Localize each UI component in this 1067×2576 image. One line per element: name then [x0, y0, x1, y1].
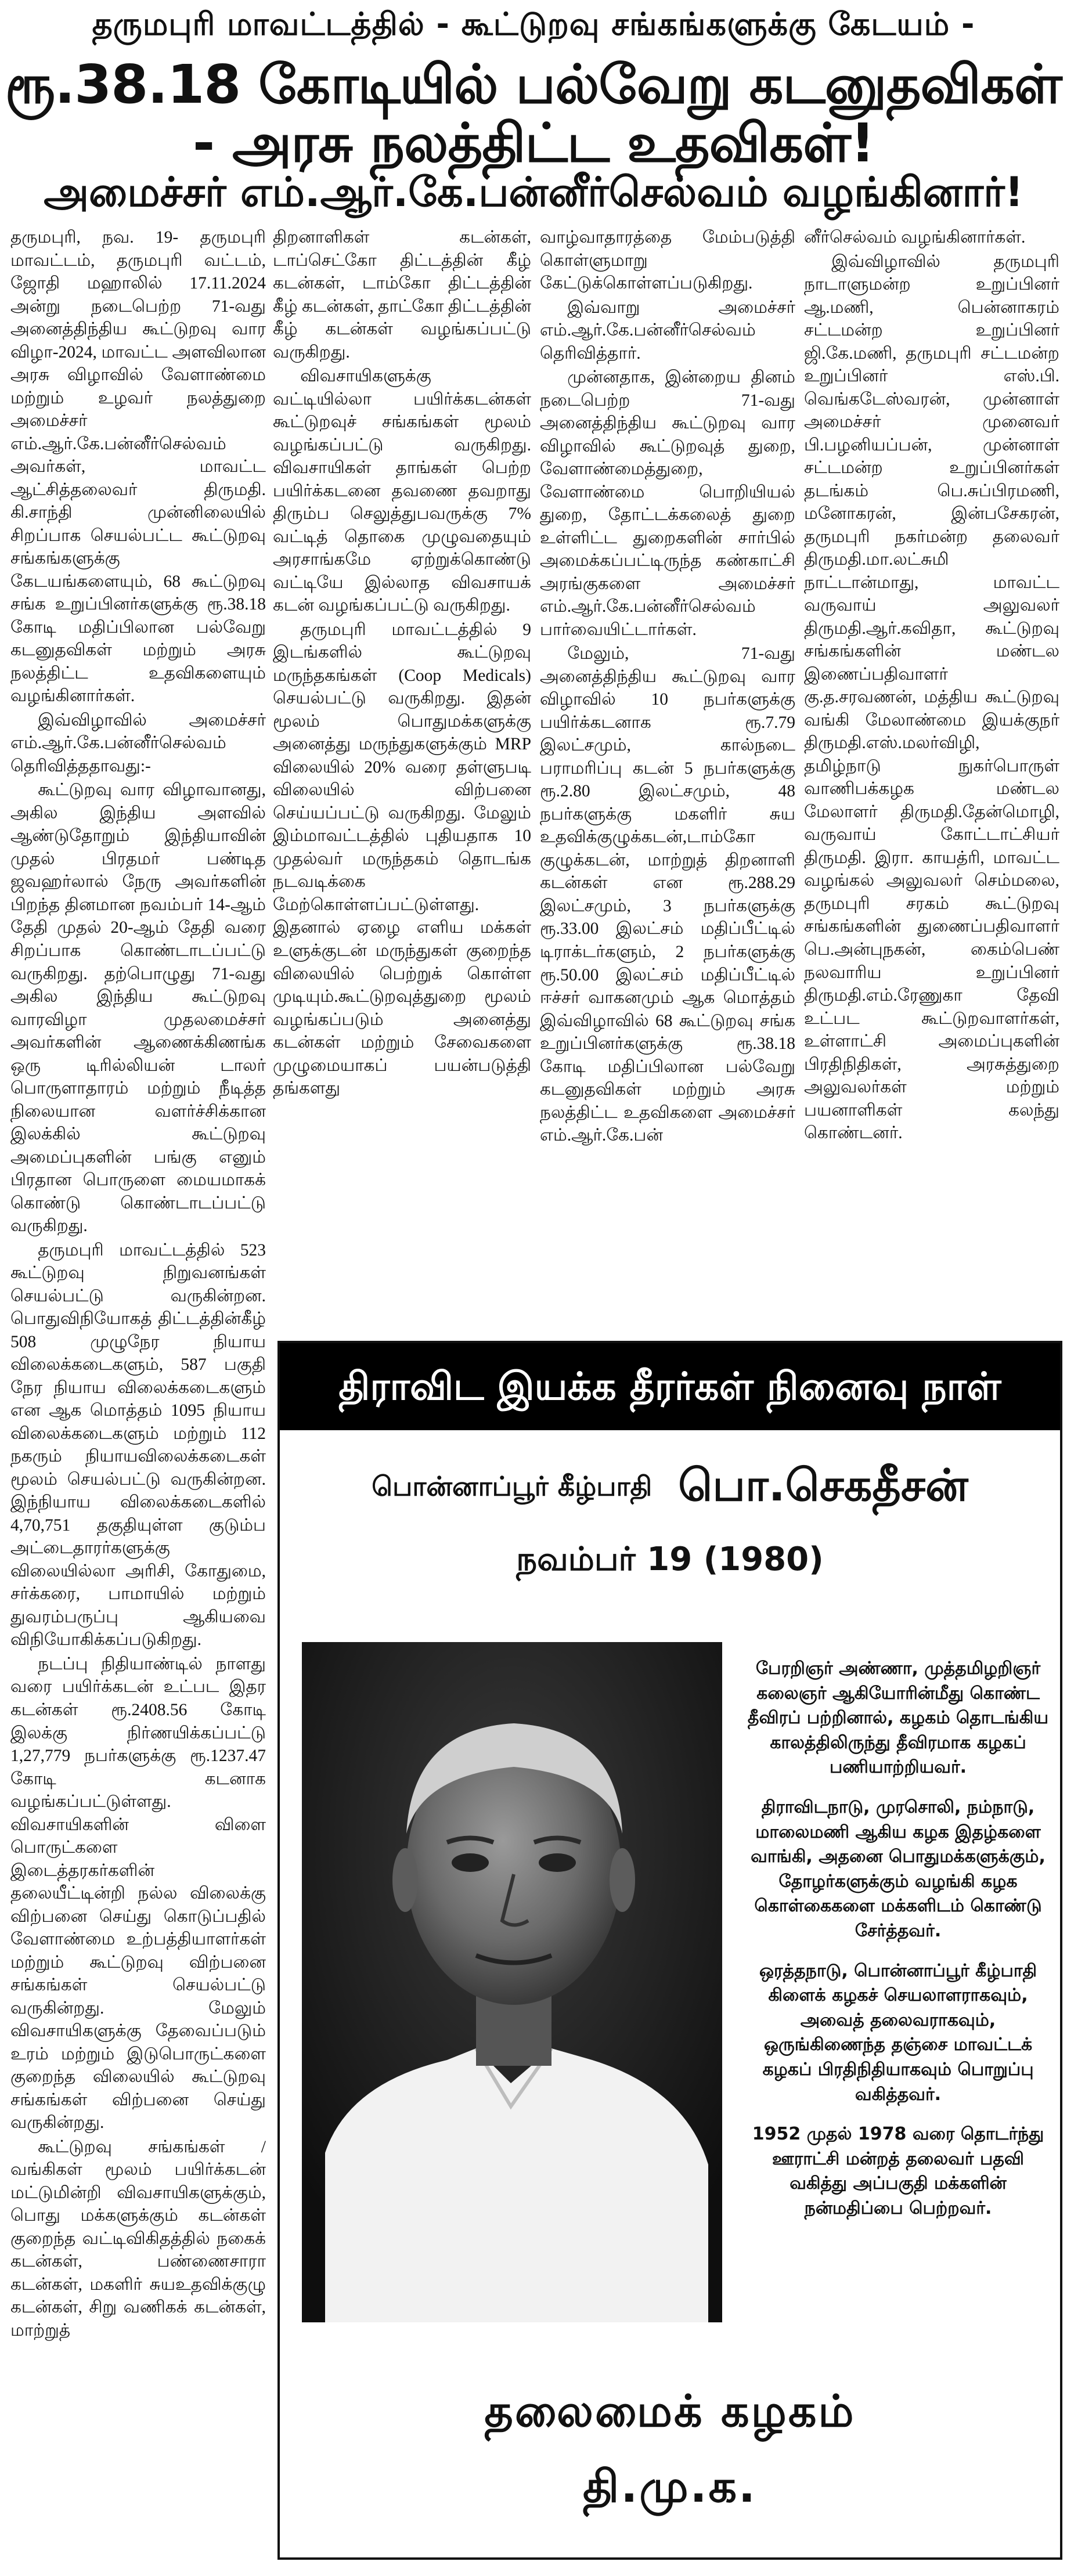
article-paragraph: இவ்விழாவில் தருமபுரி நாடாளுமன்ற உறுப்பினர் ஆ.மணி, பென்னாகரம் சட்டமன்ற உறுப்பினர் ஜி.கே.மணி, தருமபுரி சட்டமன்ற உறுப்பினர் எஸ்.பி. வெங்கடேஸ்வரன், முன்னாள் அமைச்சர் முனைவர் பி.பழனியப்பன், முன்னாள் சட்டமன்ற உறுப்பினர்கள் தடங்கம் பெ.சுப்பிரமணி, மனோகரன், இன்பசேகரன், தருமபுரி நகர்மன்ற தலைவர் திருமதி.மா.லட்சுமி நாட்டான்மாது, மாவட்ட வருவாய் அலுவலர் திருமதி.ஆர்.கவிதா, கூட்டுறவு சங்கங்களின் மண்டல இணைப்பதிவாளர் கு.த.சரவணன், மத்திய கூட்டுறவு வங்கி மேலாண்மை இயக்குநர் திருமதி.எஸ்.மலர்விழி, தமிழ்நாடு நுகர்பொருள் வாணிபக்கழக மண்டல மேலாளர் திருமதி.தேன்மொழி, வருவாய் கோட்டாட்சியர் திருமதி. இரா. காயத்ரி, மாவட்ட வழங்கல் அலுவலர் செம்மலை, தருமபுரி சரகம் கூட்டுறவு சங்கங்களின் துணைப்பதிவாளர் பெ.அன்புநகன், கைம்பெண் நலவாரிய உறுப்பினர் திருமதி.எம்.ரேணுகா தேவி உட்பட கூட்டுறவாளர்கள், உள்ளாட்சி அமைப்புகளின் பிரதிநிதிகள், அரசுத்துறை அலுவலர்கள் மற்றும் பயனாளிகள் கலந்து கொண்டனர்.: [804, 252, 1059, 1143]
article-column-2: [273, 226, 531, 1326]
article-column-3: [540, 226, 795, 1326]
article-paragraph: வாழ்வாதாரத்தை மேம்படுத்தி கொள்ளுமாறு கேட்டுக்கொள்ளப்படுகிறது.: [540, 228, 795, 293]
article-paragraph: விவசாயிகளுக்கு வட்டியில்லா பயிர்க்கடன்கள் கூட்டுறவுச் சங்கங்கள் மூலம் வழங்கப்பட்டு வருகிறது. விவசாயிகள் தாங்கள் பெற்ற பயிர்க்கடனை தவணை தவறாது திரும்ப செலுத்துபவருக்கு 7% வட்டித் தொகை முழுவதையும் அரசாங்கமே ஏற்றுக்கொண்டு வட்டியே இல்லாத விவசாயக் கடன் வழங்கப்பட்டு வருகிறது.: [273, 367, 531, 615]
article-paragraph: மேலும், 71-வது அனைத்திந்திய கூட்டுறவு வார விழாவில் 10 நபர்களுக்கு பயிர்க்கடனாக ரூ.7.79 இலட்சமும், கால்நடை பராமரிப்பு கடன் 5 நபர்களுக்கு ரூ.2.80 இலட்சமும், 48 நபர்களுக்கு மகளிர் சுய உதவிக்குழுக்கடன்,டாம்கோ குழுக்கடன், மாற்றுத் திறனாளி கடன்கள் என ரூ.288.29 இலட்சமும், 3 நபர்களுக்கு ரூ.33.00 இலட்சம் மதிப்பீட்டில் டிராக்டர்களும், 2 நபர்களுக்கு ரூ.50.00 இலட்சம் மதிப்பீட்டில் ஈச்சர் வாகனமும் ஆக மொத்தம் இவ்விழாவில் 68 கூட்டுறவு சங்க உறுப்பினர்களுக்கு ரூ.38.18 கோடி மதிப்பிலான பல்வேறு கடனுதவிகள் மற்றும் அரசு நலத்திட்ட உதவிகளை அமைச்சர் எம்.ஆர்.கே.பன்: [540, 644, 795, 1145]
ad-signature-line-2: தி.மு.க.: [583, 2460, 757, 2512]
article-paragraph: னீர்செல்வம் வழங்கினார்கள்.: [804, 228, 1026, 247]
article-paragraph: திறனாளிகள் கடன்கள், டாப்செட்கோ திட்டத்தின் கீழ் கடன்கள், டாம்கோ திட்டத்தின் கீழ் கடன்கள், தாட்கோ திட்டத்தின் கீழ் கடன்கள் வழங்கப்பட்டு வருகிறது.: [273, 228, 531, 362]
article-paragraph: முன்னதாக, இன்றைய தினம் நடைபெற்ற 71-வது அனைத்திந்திய கூட்டுறவு வார விழாவில் கூட்டுறவுத் துறை, வேளாண்மைத்துறை, வேளாண்மை பொறியியல் துறை, தோட்டக்கலைத் துறை உள்ளிட்ட துறைகளின் சார்பில் அமைக்கப்பட்டிருந்த கண்காட்சி அரங்குகளை அமைச்சர் எம்.ஆர்.கே.பன்னீர்செல்வம் பார்வையிட்டார்கள்.: [540, 368, 795, 639]
ad-bio-paragraph: 1952 முதல் 1978 வரை தொடர்ந்து ஊராட்சி மன்றத் தலைவர் பதவி வகித்து அப்பகுதி மக்களின் நன்மதிப்பை பெற்றவர்.: [752, 2124, 1044, 2218]
memorial-advertisement: [277, 1341, 1062, 2560]
portrait-photo: [302, 1642, 722, 2322]
article-subhead: அமைச்சர் எம்.ஆர்.கே.பன்னீர்செல்வம் வழங்கினார்!: [44, 168, 1023, 216]
article-paragraph: தருமபுரி மாவட்டத்தில் 523 கூட்டுறவு நிறுவனங்கள் செயல்பட்டு வருகின்றன. பொதுவிநியோகத் திட்டத்தின்கீழ் 508 முழுநேர நியாய விலைக்கடைகளும், 587 பகுதி நேர நியாய விலைக்கடைகளும் என ஆக மொத்தம் 1095 நியாய விலைக்கடைகளும் மற்றும் 112 நகரும் நியாயவிலைக்கடைகள் மூலம் செயல்பட்டு வருகின்றன. இந்நியாய விலைக்கடைகளில் 4,70,751 தகுதியுள்ள குடும்ப அட்டைதாரர்களுக்கு விலையில்லா அரிசி, கோதுமை, சர்க்கரை, பாமாயில் மற்றும் துவரம்பருப்பு ஆகியவை விநியோகிக்கப்படுகிறது.: [10, 1240, 266, 1650]
article-paragraph: கூட்டுறவு வார விழாவானது, அகில இந்திய அளவில் ஆண்டுதோறும் இந்தியாவின் முதல் பிரதமர் பண்டித ஜவஹர்லால் நேரு அவர்களின் பிறந்த தினமான நவம்பர் 14-ஆம் தேதி முதல் 20-ஆம் தேதி வரை சிறப்பாக கொண்டாடப்பட்டு வருகிறது. தற்பொழுது 71-வது அகில இந்திய கூட்டுறவு வாரவிழா முதலமைச்சர் அவர்களின் ஆணைக்கிணங்க ஒரு டிரில்லியன் டாலர் பொருளாதாரம் மற்றும் நீடித்த நிலையான வளர்ச்சிக்கான இலக்கில் கூட்டுறவு அமைப்புகளின் பங்கு எனும் பிரதான பொருளை மையமாகக் கொண்டு கொண்டாடப்பட்டு வருகிறது.: [10, 781, 266, 1236]
ad-name-prefix: பொன்னாப்பூர் கீழ்பாதி: [372, 1470, 653, 1502]
ad-signature-line-1: தலைமைக் கழகம்: [484, 2385, 856, 2437]
article-headline: ரூ.38.18 கோடியில் பல்வேறு கடனுதவிகள் - அரசு நலத்திட்ட உதவிகள்!: [5, 53, 1062, 175]
article-paragraph: தருமபுரி மாவட்டத்தில் 9 இடங்களில் கூட்டுறவு மருந்தகங்கள் (Coop Medicals) செயல்பட்டு வருகிறது. இதன் மூலம் பொதுமக்களுக்கு அனைத்து மருந்துகளுக்கும் MRP விலையில் 20% வரை தள்ளுபடி விலையில் விற்பனை செய்யப்பட்டு வருகிறது. மேலும் இம்மாவட்டத்தில் புதியதாக 10 முதல்வர் மருந்தகம் தொடங்க நடவடிக்கை மேற்கொள்ளப்பட்டுள்ளது. இதனால் ஏழை எளிய மக்கள் உளுக்குடன் மருந்துகள் குறைந்த விலையில் பெற்றுக் கொள்ள முடியும்.கூட்டுறவுத்துறை மூலம் வழங்கப்படும் அனைத்து கடன்கள் மற்றும் சேவைகளை முழுமையாகப் பயன்படுத்தி தங்களது: [273, 620, 531, 1098]
ad-banner-title: திராவிட இயக்க தீரர்கள் நினைவு நாள்: [280, 1343, 1060, 1430]
ad-name-line: [280, 1459, 1060, 1517]
article-paragraph: இவ்வாறு அமைச்சர் எம்.ஆர்.கே.பன்னீர்செல்வம் தெரிவித்தார்.: [540, 298, 795, 363]
ad-date: நவம்பர் 19 (1980): [516, 1540, 824, 1578]
article-paragraph: நடப்பு நிதியாண்டில் நாளது வரை பயிர்க்கடன் உட்பட இதர கடன்கள் ரூ.2408.56 கோடி இலக்கு நிர்ணயிக்கப்பட்டு 1,27,779 நபர்களுக்கு ரூ.1237.47 கோடி கடனாக வழங்கப்பட்டுள்ளது. விவசாயிகளின் விளை பொருட்களை இடைத்தரகர்களின் தலையீட்டின்றி நல்ல விலைக்கு விற்பனை செய்து கொடுப்பதில் வேளாண்மை உற்பத்தியாளர்கள் மற்றும் கூட்டுறவு விற்பனை சங்கங்கள் செயல்பட்டு வருகின்றது. மேலும் விவசாயிகளுக்கு தேவைப்படும் உரம் மற்றும் இடுபொருட்களை குறைந்த விலையில் கூட்டுறவு சங்கங்கள் விற்பனை செய்து வருகின்றது.: [10, 1654, 266, 2133]
article-paragraph: கூட்டுறவு சங்கங்கள் / வங்கிகள் மூலம் பயிர்க்கடன் மட்டுமின்றி விவசாயிகளுக்கும், பொது மக்களுக்கும் கடன்கள் குறைந்த வட்டிவிகிதத்தில் நகைக் கடன்கள், பண்ணைசாரா கடன்கள், மகளிர் சுயஉதவிக்குழு கடன்கள், சிறு வணிகக் கடன்கள், மாற்றுத்: [10, 2137, 266, 2340]
portrait-illustration: [302, 1642, 722, 2322]
article-kicker: தருமபுரி மாவட்டத்தில் - கூட்டுறவு சங்கங்களுக்கு கேடயம் -: [92, 6, 975, 42]
article-paragraph: தருமபுரி, நவ. 19- தருமபுரி மாவட்டம், தருமபுரி வட்டம், ஜோதி மஹாலில் 17.11.2024 அன்று நடைபெற்ற 71-வது அனைத்திந்திய கூட்டுறவு வார விழா-2024, மாவட்ட அளவிலான அரசு விழாவில் வேளாண்மை மற்றும் உழவர் நலத்துறை அமைச்சர் எம்.ஆர்.கே.பன்னீர்செல்வம் அவர்கள், மாவட்ட ஆட்சித்தலைவர் திருமதி. கி.சாந்தி முன்னிலையில் சிறப்பாக செயல்பட்ட கூட்டுறவு சங்கங்களுக்கு கேடயங்களையும், 68 கூட்டுறவு சங்க உறுப்பினர்களுக்கு ரூ.38.18 கோடி மதிப்பிலான பல்வேறு கடனுதவிகள் மற்றும் அரசு நலத்திட்ட உதவிகளையும் வழங்கினார்கள்.: [10, 228, 266, 706]
article-column-4: [804, 226, 1059, 1326]
ad-bio-paragraph: ஒரத்தநாடு, பொன்னாப்பூர் கீழ்பாதி கிளைக் கழகச் செயலாளராகவும், அவைத் தலைவராகவும், ஒருங்கிணைந்த தஞ்சை மாவட்டக் கழகப் பிரதிநிதியாகவும் பொறுப்பு வகித்தவர்.: [759, 1960, 1037, 2105]
ad-person-name: பொ.செகதீசன்: [678, 1459, 968, 1511]
article-paragraph: இவ்விழாவில் அமைச்சர் எம்.ஆர்.கே.பன்னீர்செல்வம் தெரிவித்ததாவது:-: [10, 710, 266, 775]
ad-bio-paragraph: திராவிடநாடு, முரசொலி, நம்நாடு, மாலைமணி ஆகிய கழக இதழ்களை வாங்கி, அதனை பொதுமக்களுக்கும், தோழர்களுக்கும் வழங்கி கழக கொள்கைகளை மக்களிடம் கொண்டு சேர்த்தவர்.: [751, 1796, 1046, 1941]
ad-biography: [741, 1657, 1055, 2236]
article-column-1: [10, 226, 266, 2566]
ad-bio-paragraph: பேரறிஞர் அண்ணா, முத்தமிழறிஞர் கலைஞர் ஆகியோரின்மீது கொண்ட தீவிரப் பற்றினால், கழகம் தொடங்கிய காலத்திலிருந்து தீவிரமாக கழகப் பணியாற்றியவர்.: [747, 1658, 1049, 1778]
